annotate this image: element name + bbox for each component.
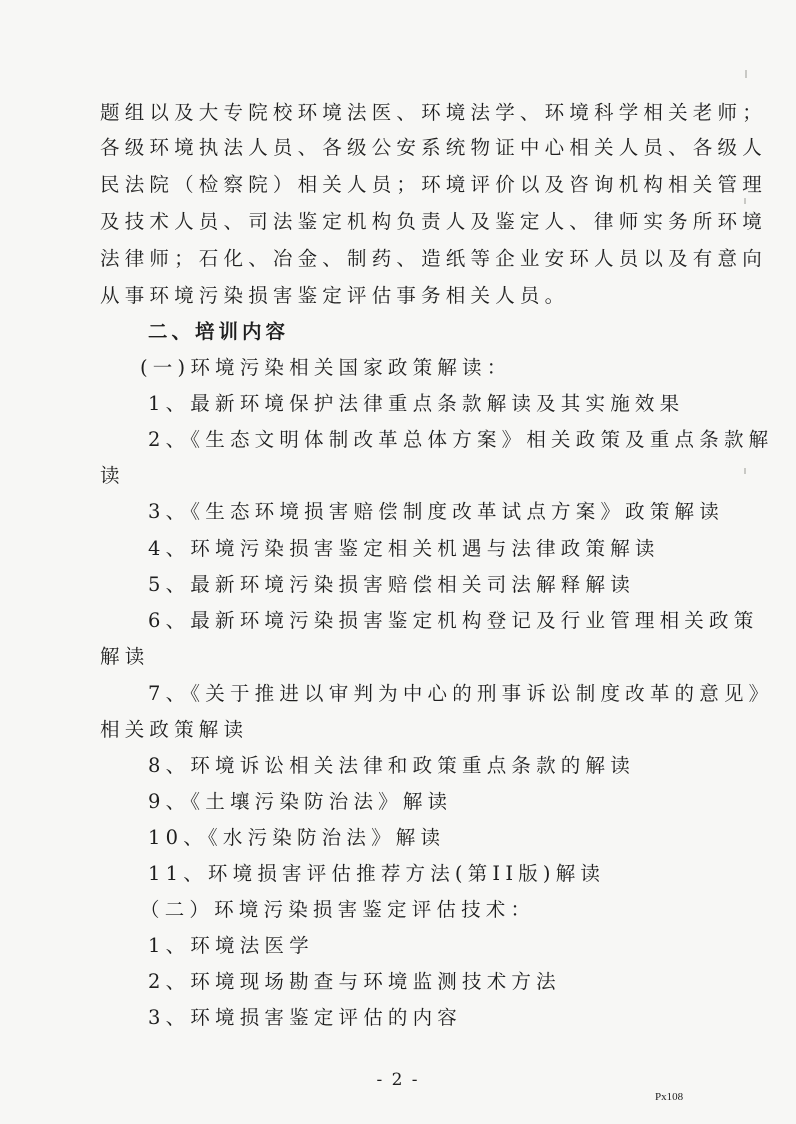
body-line: 民法院（检察院）相关人员；环境评价以及咨询机构相关管理	[100, 173, 767, 196]
list-item: 6、最新环境污染损害鉴定机构登记及行业管理相关政策	[148, 609, 759, 632]
scan-speck	[745, 70, 747, 78]
body-line: 从事环境污染损害鉴定评估事务相关人员。	[100, 284, 570, 307]
list-item: 9、《土壤污染防治法》解读	[148, 790, 453, 813]
list-item: 1、最新环境保护法律重点条款解读及其实施效果	[148, 392, 685, 415]
list-item: 5、最新环境污染损害赔偿相关司法解释解读	[148, 573, 635, 596]
list-item: 4、环境污染损害鉴定相关机遇与法律政策解读	[148, 537, 660, 560]
list-item: 3、环境损害鉴定评估的内容	[148, 1006, 463, 1029]
scan-speck	[744, 198, 746, 204]
subsection-heading: （二）环境污染损害鉴定评估技术：	[140, 898, 536, 921]
list-item-continuation: 读	[100, 464, 125, 487]
list-item: 2、环境现场勘查与环境监测技术方法	[148, 970, 561, 993]
document-code: Px108	[655, 1091, 684, 1103]
list-item: 2、《生态文明体制改革总体方案》相关政策及重点条款解	[148, 428, 774, 451]
page-number: - 2 -	[376, 1070, 420, 1090]
list-item: 10、《水污染防治法》解读	[148, 826, 446, 849]
list-item-continuation: 解读	[100, 645, 150, 668]
section-heading: 二、培训内容	[148, 320, 290, 343]
subsection-heading: (一)环境污染相关国家政策解读：	[140, 356, 512, 379]
list-item: 8、环境诉讼相关法律和政策重点条款的解读	[148, 754, 635, 777]
body-line: 及技术人员、司法鉴定机构负责人及鉴定人、律师实务所环境	[100, 210, 767, 233]
list-item: 1、环境法医学	[148, 934, 314, 957]
scan-speck	[744, 468, 746, 474]
body-line: 题组以及大专院校环境法医、环境法学、环境科学相关老师；	[100, 101, 767, 124]
list-item-continuation: 相关政策解读	[100, 718, 249, 741]
body-line: 法律师；石化、冶金、制药、造纸等企业安环人员以及有意向	[100, 247, 767, 270]
list-item: 7、《关于推进以审判为中心的刑事诉讼制度改革的意见》	[148, 682, 774, 705]
list-item: 3、《生态环境损害赔偿制度改革试点方案》政策解读	[148, 500, 724, 523]
body-line: 各级环境执法人员、各级公安系统物证中心相关人员、各级人	[100, 136, 767, 159]
list-item: 11、环境损害评估推荐方法(第II版)解读	[148, 862, 606, 885]
